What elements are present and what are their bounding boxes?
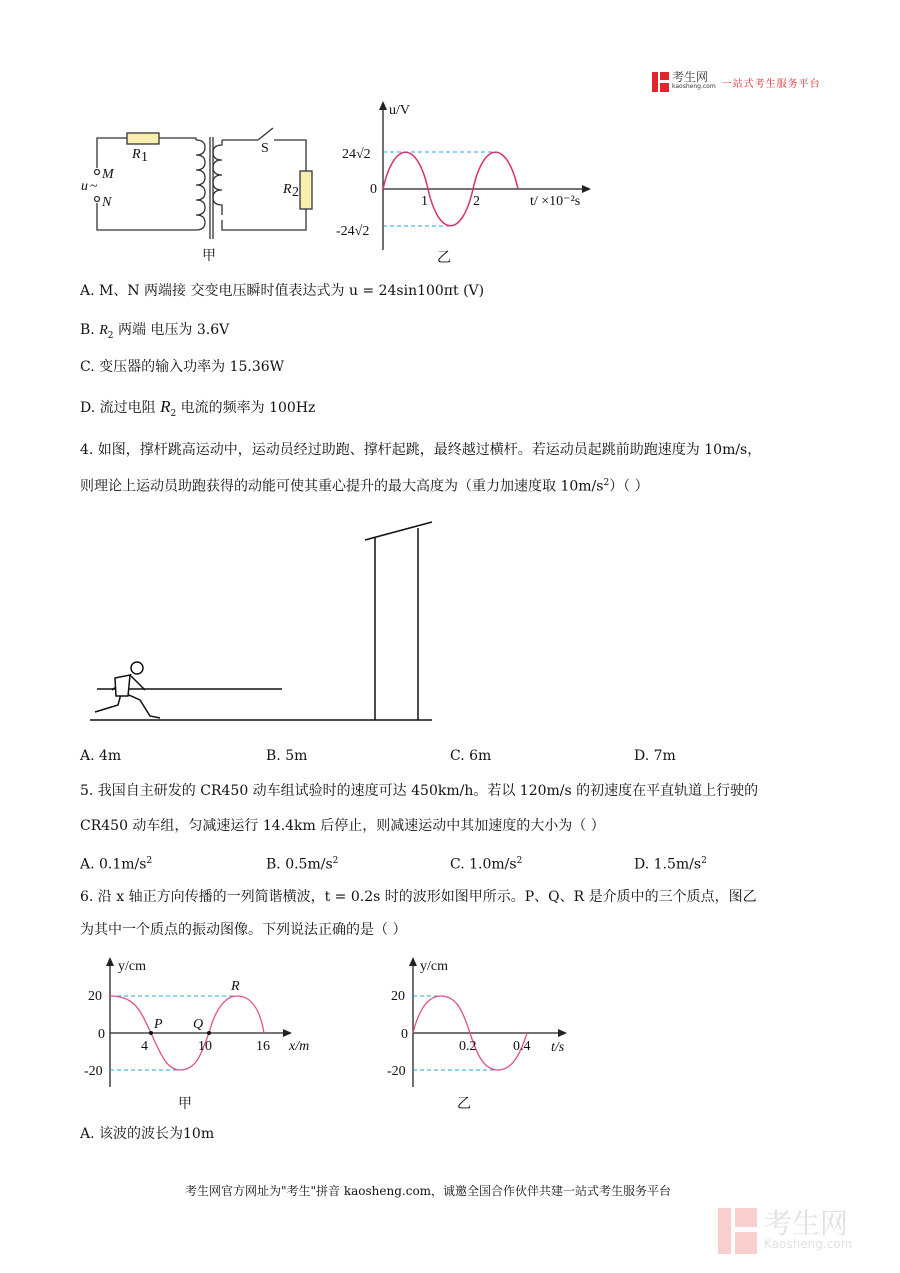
watermark-domain: Kaosheng.com: [764, 1237, 853, 1251]
q3-option-b: B. $R_2$ 两端 电压为 3.6V: [80, 322, 230, 341]
q4-option-c: C. 6m: [450, 748, 492, 764]
jia-caption: 甲: [178, 1097, 192, 1112]
n-label: N: [102, 195, 112, 210]
pole-vault-figure: [90, 522, 432, 720]
q5-option-a: A. $0.1m/s^2$: [80, 856, 153, 873]
jia-x10: 10: [198, 1039, 212, 1054]
point-q: Q: [193, 1017, 204, 1032]
point-p: P: [154, 1017, 163, 1032]
q4-line2: 则理论上运动员助跑获得的动能可使其重心提升的最大高度为（重力加速度取 $10m/s^2$）（ ）: [80, 478, 649, 495]
yi-caption: 乙: [457, 1097, 471, 1112]
yi-y20: 20: [391, 989, 405, 1004]
q4-option-b: B. 5m: [266, 748, 308, 764]
yi-x-label: t/s: [551, 1040, 565, 1055]
q5-option-b: B. $0.5m/s^2$: [266, 856, 339, 873]
r1-sub: 1: [141, 150, 148, 165]
q3-option-d: D. 流过电阻 $R_2$ 电流的频率为 100Hz: [80, 397, 316, 419]
q3-option-c: C. 变压器的输入功率为 15.36W: [80, 359, 285, 375]
yi-t04: 0.4: [513, 1039, 531, 1054]
trough-label: -24√2: [336, 224, 370, 239]
q5-line2: CR450 动车组，匀减速运行 14.4km 后停止，则减速运动中其加速度的大小为（ ）: [80, 818, 605, 834]
jia-yn20: -20: [84, 1064, 103, 1079]
origin-label: 0: [370, 182, 377, 197]
q5-option-c: C. $1.0m/s^2$: [450, 856, 523, 873]
watermark-name: 考生网: [764, 1207, 849, 1240]
tick-2: 2: [473, 194, 480, 209]
q4-line1: 4. 如图，撑杆跳高运动中，运动员经过助跑、撑杆起跳，最终越过横杆。若运动员起跳前助跑速度为 10m/s，: [80, 442, 762, 458]
m-label: M: [102, 167, 114, 182]
q5-line1: 5. 我国自主研发的 CR450 动车组试验时的速度可达 450km/h。若以 120m/s 的初速度在平直轨道上行驶的: [80, 783, 759, 799]
jia-y0: 0: [98, 1027, 105, 1042]
u-axis-label: u/V: [389, 103, 410, 118]
yi-t02: 0.2: [459, 1039, 477, 1054]
jia-y-label: y/cm: [118, 959, 146, 974]
jia-x4: 4: [141, 1039, 148, 1054]
resistor-r2: [300, 171, 312, 209]
ac-tilde: ~: [90, 179, 98, 194]
logo-domain: kaosheng.com: [672, 83, 716, 90]
q4-option-a: A. 4m: [80, 748, 122, 764]
q6-line2: 为其中一个质点的振动图像。下列说法正确的是（ ）: [80, 922, 407, 938]
logo-tagline: 一站式考生服务平台: [721, 78, 821, 90]
t-axis-label: t/ ×10⁻²s: [530, 194, 581, 209]
peak-label: 24√2: [342, 147, 371, 162]
transformer-circuit: [95, 128, 313, 239]
yi-y0: 0: [401, 1027, 408, 1042]
u-label: u: [81, 179, 88, 194]
r1-label: R: [132, 147, 141, 162]
jia-y20: 20: [88, 989, 102, 1004]
q4-option-d: D. 7m: [634, 748, 676, 764]
resistor-r1: [127, 133, 159, 144]
jia-x16: 16: [256, 1039, 270, 1054]
q6-option-a: A. 该波的波长为10m: [80, 1126, 215, 1142]
switch-label: S: [261, 141, 269, 156]
watermark-logo-icon: [718, 1208, 758, 1254]
r2-label: R: [283, 182, 292, 197]
r2-sub: 2: [292, 185, 299, 200]
footer-text: 考生网官方网址为"考生"拼音 kaosheng.com，诚邀全国合作伙伴共建一站式考生服务平台: [185, 1184, 672, 1198]
q5-option-d: D. $1.5m/s^2$: [634, 856, 707, 873]
yi-y-label: y/cm: [420, 959, 448, 974]
point-r: R: [231, 979, 240, 994]
q3-option-a: A. M、N 两端接 交变电压瞬时值表达式为 u = 24sin100πt (V): [80, 283, 485, 299]
voltage-graph: [379, 101, 591, 250]
tick-1: 1: [421, 194, 428, 209]
fig2-caption: 乙: [437, 251, 451, 266]
logo-name: 考生网: [672, 70, 709, 84]
terminal-m: [95, 170, 100, 175]
wave-graph-yi: [409, 957, 567, 1087]
jia-x-label: x/m: [289, 1039, 310, 1054]
watermark: [718, 1208, 852, 1254]
q6-line1: 6. 沿 x 轴正方向传播的一列简谐横波，t = 0.2s 时的波形如图甲所示。P、Q、R 是介质中的三个质点，图乙: [80, 889, 757, 905]
runner-icon: [95, 662, 160, 718]
yi-yn20: -20: [387, 1064, 406, 1079]
fig1-caption: 甲: [202, 249, 216, 264]
terminal-n: [95, 197, 100, 202]
